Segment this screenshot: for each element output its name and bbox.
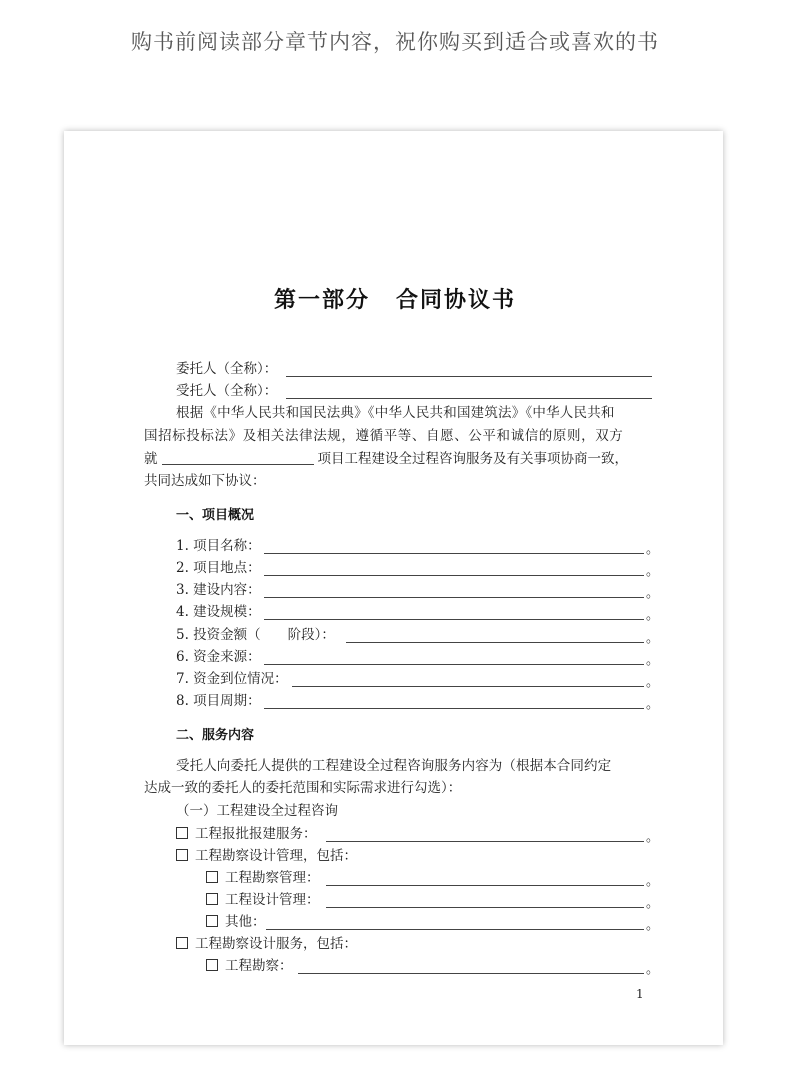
checklist-label: 工程勘察设计服务，包括： (195, 936, 357, 952)
checklist-fill-line (326, 841, 644, 842)
intro-line-3-prefix: 就 (144, 451, 158, 467)
checklist-label: 工程报批报建服务： (195, 826, 317, 842)
checklist-item[interactable] (206, 869, 320, 887)
period-mark: 。 (646, 874, 660, 889)
overview-item: 1. 项目名称： (176, 538, 261, 554)
title-name: 合同协议书 (396, 287, 517, 313)
checklist-item[interactable] (206, 913, 266, 931)
checklist-item[interactable] (176, 935, 357, 953)
overview-item: 6. 资金来源： (176, 649, 261, 665)
checklist-fill-line (266, 929, 644, 930)
client-fill-line (286, 376, 652, 377)
checklist-item[interactable] (176, 847, 357, 865)
page-number: 1 (636, 987, 644, 1001)
overview-item: 8. 项目周期： (176, 693, 261, 709)
checklist-label: 工程勘察设计管理，包括： (195, 848, 357, 864)
period-mark: 。 (646, 653, 660, 668)
service-intro-line-1: 受托人向委托人提供的工程建设全过程咨询服务内容为（根据本合同约定 (176, 758, 612, 774)
overview-fill-line (264, 708, 644, 709)
checklist-label: 其他： (225, 914, 266, 930)
overview-item: 4. 建设规模： (176, 604, 261, 620)
period-mark: 。 (646, 830, 660, 845)
overview-fill-line (264, 619, 644, 620)
section-heading-overview: 一、项目概况 (176, 508, 255, 523)
service-intro-line-2: 达成一致的委托人的委托范围和实际需求进行勾选）： (144, 780, 462, 796)
overview-item: 3. 建设内容： (176, 582, 261, 598)
overview-fill-line (264, 664, 644, 665)
checklist-fill-line (298, 973, 644, 974)
intro-line-4: 共同达成如下协议： (144, 473, 266, 489)
preview-banner: 购书前阅读部分章节内容，祝你购买到适合或喜欢的书 (131, 30, 659, 54)
subsection-heading: （一）工程建设全过程咨询 (176, 803, 338, 819)
checklist-label: 工程勘察： (225, 958, 293, 974)
checklist-label: 工程设计管理： (225, 892, 320, 908)
intro-line-3-suffix: 项目工程建设全过程咨询服务及有关事项协商一致， (317, 451, 628, 467)
checklist-fill-line (326, 907, 644, 908)
period-mark: 。 (646, 675, 660, 690)
overview-item: 2. 项目地点： (176, 560, 261, 576)
period-mark: 。 (646, 918, 660, 933)
overview-item: 5. 投资金额（ 阶段）： (176, 627, 335, 643)
period-mark: 。 (646, 586, 660, 601)
checklist-item[interactable] (176, 825, 317, 843)
overview-fill-line (346, 642, 644, 643)
checkbox[interactable] (176, 937, 188, 949)
period-mark: 。 (646, 697, 660, 712)
client-label: 委托人（全称）： (176, 361, 278, 377)
intro-line-2: 国招标投标法》及相关法律法规，遵循平等、自愿、公平和诚信的原则，双方 (144, 428, 624, 444)
period-mark: 。 (646, 631, 660, 646)
overview-fill-line (264, 553, 644, 554)
agent-label: 受托人（全称）： (176, 383, 278, 399)
checklist-label: 工程勘察管理： (225, 870, 320, 886)
agent-fill-line (286, 398, 652, 399)
period-mark: 。 (646, 542, 660, 557)
checkbox[interactable] (206, 959, 218, 971)
checkbox[interactable] (206, 915, 218, 927)
period-mark: 。 (646, 896, 660, 911)
intro-line-1: 根据《中华人民共和国民法典》《中华人民共和国建筑法》《中华人民共和 (176, 405, 615, 421)
overview-fill-line (292, 686, 644, 687)
checklist-item[interactable] (206, 957, 293, 975)
title-part: 第一部分 (273, 287, 370, 313)
checkbox[interactable] (206, 871, 218, 883)
project-name-fill-line (162, 451, 314, 465)
overview-fill-line (264, 597, 644, 598)
checkbox[interactable] (206, 893, 218, 905)
intro-line-3 (144, 450, 628, 468)
period-mark: 。 (646, 564, 660, 579)
period-mark: 。 (646, 962, 660, 977)
checkbox[interactable] (176, 849, 188, 861)
document-title (0, 283, 790, 314)
section-heading-services: 二、服务内容 (176, 728, 255, 743)
overview-fill-line (264, 575, 644, 576)
checklist-item[interactable] (206, 891, 320, 909)
period-mark: 。 (646, 608, 660, 623)
overview-item: 7. 资金到位情况： (176, 671, 288, 687)
checklist-fill-line (326, 885, 644, 886)
checkbox[interactable] (176, 827, 188, 839)
